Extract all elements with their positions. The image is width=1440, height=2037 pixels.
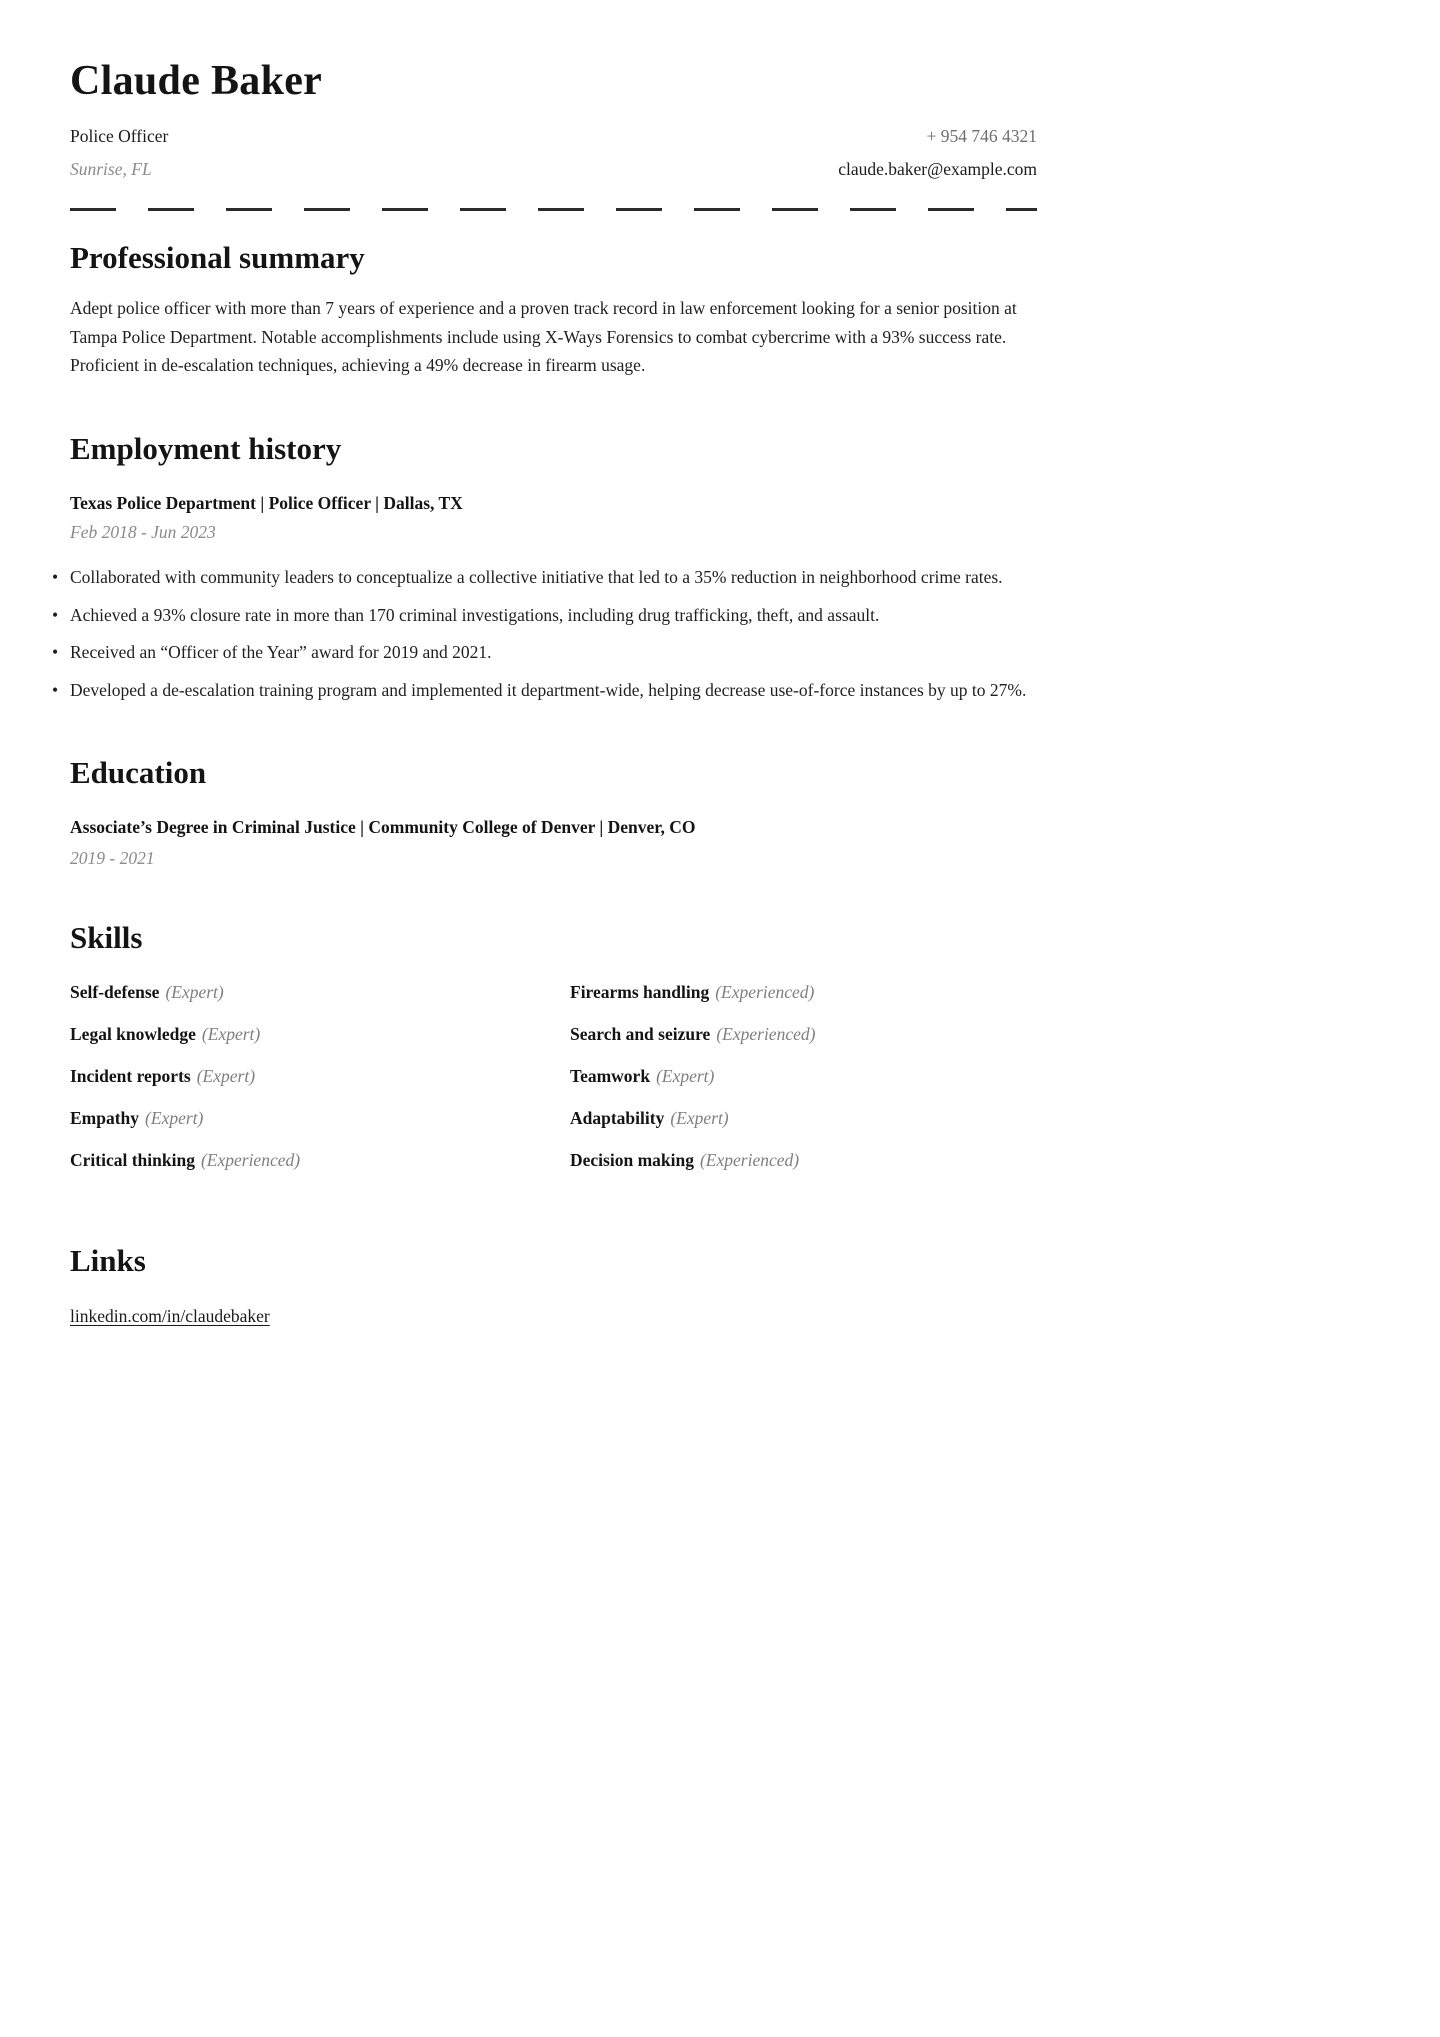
summary-section bbox=[70, 239, 1037, 380]
candidate-job-title: Police Officer bbox=[70, 126, 169, 147]
skill-level: (Expert) bbox=[165, 982, 224, 1003]
skill-item bbox=[570, 1066, 1037, 1087]
employment-heading: Employment history bbox=[70, 430, 342, 466]
job-bullet: • Collaborated with community leaders to conceptualize a collective initiative that led to a 35% reduction in neighborhood crime rates. bbox=[70, 563, 1037, 592]
job-bullet: • Received an “Officer of the Year” award for 2019 and 2021. bbox=[70, 638, 1037, 667]
skill-name: Search and seizure bbox=[570, 1024, 711, 1045]
skill-level: (Experienced) bbox=[699, 1150, 800, 1171]
skills-column-left bbox=[70, 982, 570, 1192]
resume-page bbox=[70, 0, 1037, 1407]
skill-item bbox=[70, 1066, 570, 1087]
contact-right bbox=[838, 120, 1037, 186]
links-heading: Links bbox=[70, 1243, 146, 1279]
job-entry bbox=[70, 493, 1037, 704]
skill-level: (Expert) bbox=[656, 1066, 715, 1087]
skill-level: (Expert) bbox=[201, 1024, 261, 1045]
job-bullet-list bbox=[70, 563, 1037, 704]
skill-item bbox=[570, 1108, 1037, 1129]
skill-item bbox=[570, 1024, 1037, 1045]
skill-item bbox=[70, 1150, 570, 1171]
skill-level: (Experienced) bbox=[200, 1150, 301, 1171]
education-heading: Education bbox=[70, 755, 207, 791]
skill-level: (Experienced) bbox=[716, 1024, 816, 1045]
contact-left bbox=[70, 120, 168, 186]
education-dates: 2019 - 2021 bbox=[70, 848, 155, 869]
skills-section bbox=[70, 919, 1037, 1192]
skill-name: Critical thinking bbox=[70, 1150, 195, 1171]
skill-level: (Expert) bbox=[196, 1066, 256, 1087]
linkedin-link[interactable]: linkedin.com/in/claudebaker bbox=[70, 1305, 270, 1326]
skill-level: (Expert) bbox=[145, 1108, 204, 1129]
candidate-phone: + 954 746 4321 bbox=[926, 126, 1037, 147]
skill-name: Teamwork bbox=[570, 1066, 651, 1087]
skill-name: Self-defense bbox=[70, 982, 160, 1003]
skills-column-right bbox=[570, 982, 1037, 1192]
resume-header bbox=[70, 58, 1037, 211]
candidate-email: claude.baker@example.com bbox=[838, 159, 1037, 180]
education-section bbox=[70, 754, 1037, 869]
skill-name: Firearms handling bbox=[570, 982, 710, 1003]
links-section bbox=[70, 1242, 1037, 1326]
skill-item bbox=[70, 1108, 570, 1129]
skill-level: (Experienced) bbox=[715, 982, 815, 1003]
skill-name: Adaptability bbox=[570, 1108, 665, 1129]
job-title-line: Texas Police Department | Police Officer | Dallas, TX bbox=[70, 493, 463, 514]
skill-name: Incident reports bbox=[70, 1066, 191, 1087]
education-entry bbox=[70, 817, 1037, 869]
skill-name: Empathy bbox=[70, 1108, 140, 1129]
job-dates: Feb 2018 - Jun 2023 bbox=[70, 522, 216, 543]
job-bullet: • Developed a de-escalation training program and implemented it department-wide, helping decrease use-of-force instances by up to 27%. bbox=[70, 676, 1037, 705]
summary-text: Adept police officer with more than 7 years of experience and a proven track record in law enforcement looking for a senior position at Tampa Police Department. Notable accomplishments include using X-Ways Forensics to combat cybercrime with a 93% success rate. Proficient in de-escalation techniques, achieving a 49% decrease in firearm usage. bbox=[70, 298, 1017, 376]
skill-item bbox=[70, 1024, 570, 1045]
summary-heading: Professional summary bbox=[70, 240, 365, 276]
skills-heading: Skills bbox=[70, 920, 143, 956]
education-title-line: Associate’s Degree in Criminal Justice | Community College of Denver | Denver, CO bbox=[70, 817, 696, 838]
job-bullet: • Achieved a 93% closure rate in more than 170 criminal investigations, including drug trafficking, theft, and assault. bbox=[70, 601, 1037, 630]
dashed-divider bbox=[70, 208, 1037, 211]
candidate-location: Sunrise, FL bbox=[70, 159, 152, 180]
contact-row bbox=[70, 120, 1037, 186]
skills-grid bbox=[70, 982, 1037, 1192]
skill-item bbox=[70, 982, 570, 1003]
skill-name: Decision making bbox=[570, 1150, 694, 1171]
skill-level: (Expert) bbox=[670, 1108, 729, 1129]
employment-section bbox=[70, 430, 1037, 704]
skill-item bbox=[570, 1150, 1037, 1171]
candidate-name: Claude Baker bbox=[70, 58, 323, 104]
skill-item bbox=[570, 982, 1037, 1003]
skill-name: Legal knowledge bbox=[70, 1024, 196, 1045]
